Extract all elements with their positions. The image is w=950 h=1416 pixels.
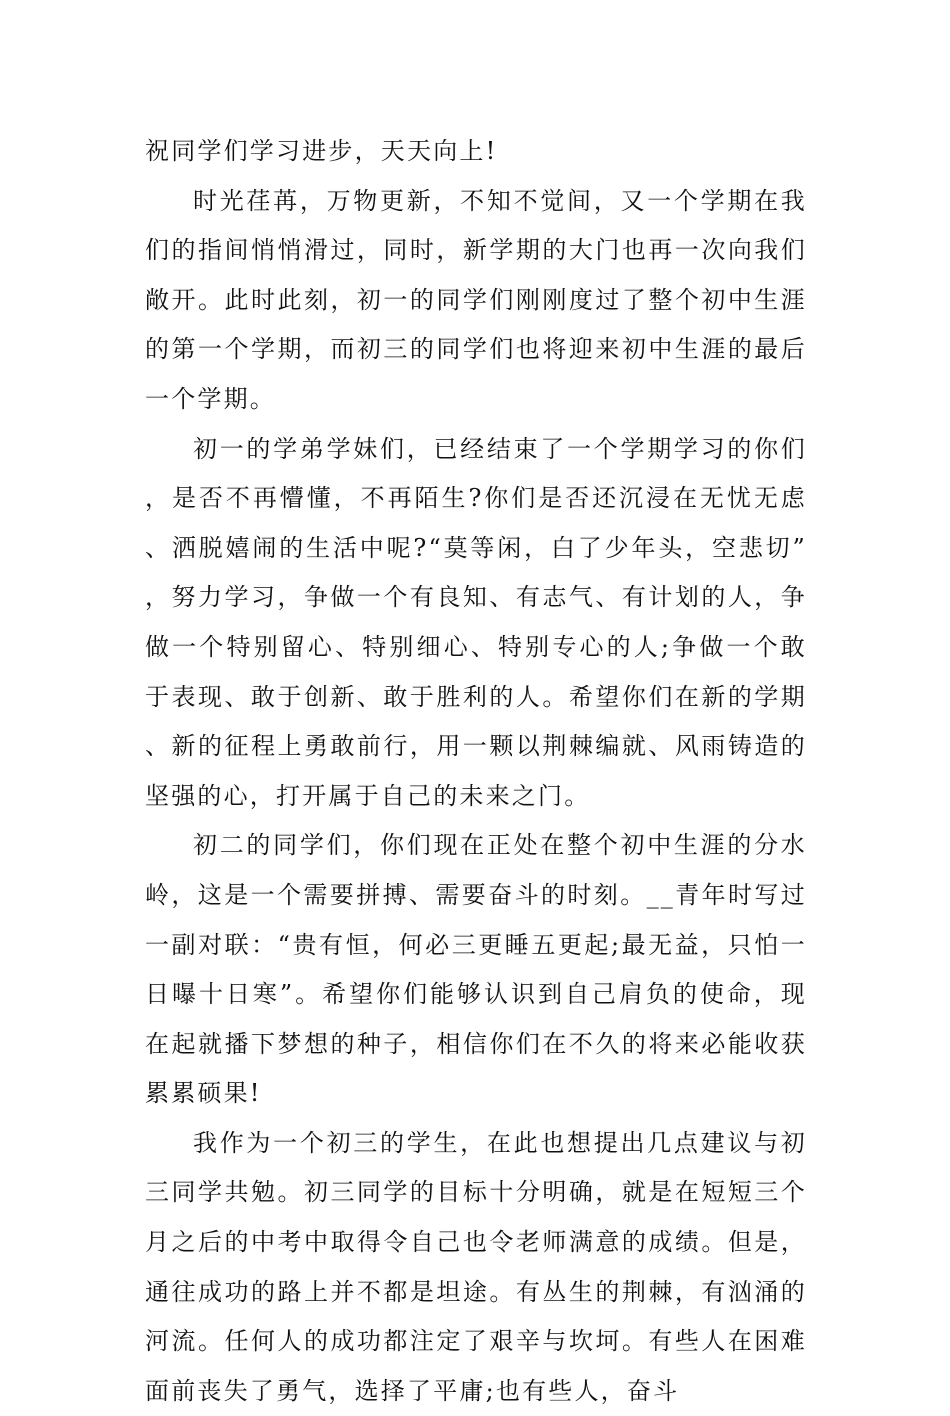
paragraph-closing-wish: 祝同学们学习进步，天天向上! [145,137,498,165]
paragraph-grade-three: 我作为一个初三的学生，在此也想提出几点建议与初三同学共勉。初三同学的目标十分明确，就是在短短三个月之后的中考中取得令自己也令老师满意的成绩。但是，通往成功的路上并不都是坦途。有丛生的荆棘，有汹涌的河流。任何人的成功都注定了艰辛与坎坷。有些人在困难面前丧失了勇气，选择了平庸;也有些人，奋斗 [145,1128,807,1405]
paragraph-grade-one: 初一的学弟学妹们，已经结束了一个学期学习的你们，是否不再懵懂，不再陌生?你们是否还沉浸在无忧无虑、洒脱嬉闹的生活中呢?“莫等闲，白了少年头，空悲切”，努力学习，争做一个有良知、有志气、有计划的人，争做一个特别留心、特别细心、特别专心的人;争做一个敢于表现、敢于创新、敢于胜利的人。希望你们在新的学期、新的征程上勇敢前行，用一颗以荆棘编就、风雨铸造的坚强的心，打开属于自己的未来之门。 [145,434,807,810]
paragraph-new-semester: 时光荏苒，万物更新，不知不觉间，又一个学期在我们的指间悄悄滑过，同时，新学期的大门也再一次向我们敞开。此时此刻，初一的同学们刚刚度过了整个初中生涯的第一个学期，而初三的同学们也将迎来初中生涯的最后一个学期。 [145,186,807,413]
document-body [145,127,807,1416]
paragraph-grade-two: 初二的同学们，你们现在正处在整个初中生涯的分水岭，这是一个需要拼搏、需要奋斗的时刻。__青年时写过一副对联：“贵有恒，何必三更睡五更起;最无益，只怕一日曝十日寒”。希望你们能够认识到自己肩负的使命，现在起就播下梦想的种子，相信你们在不久的将来必能收获累累硕果! [145,831,807,1108]
